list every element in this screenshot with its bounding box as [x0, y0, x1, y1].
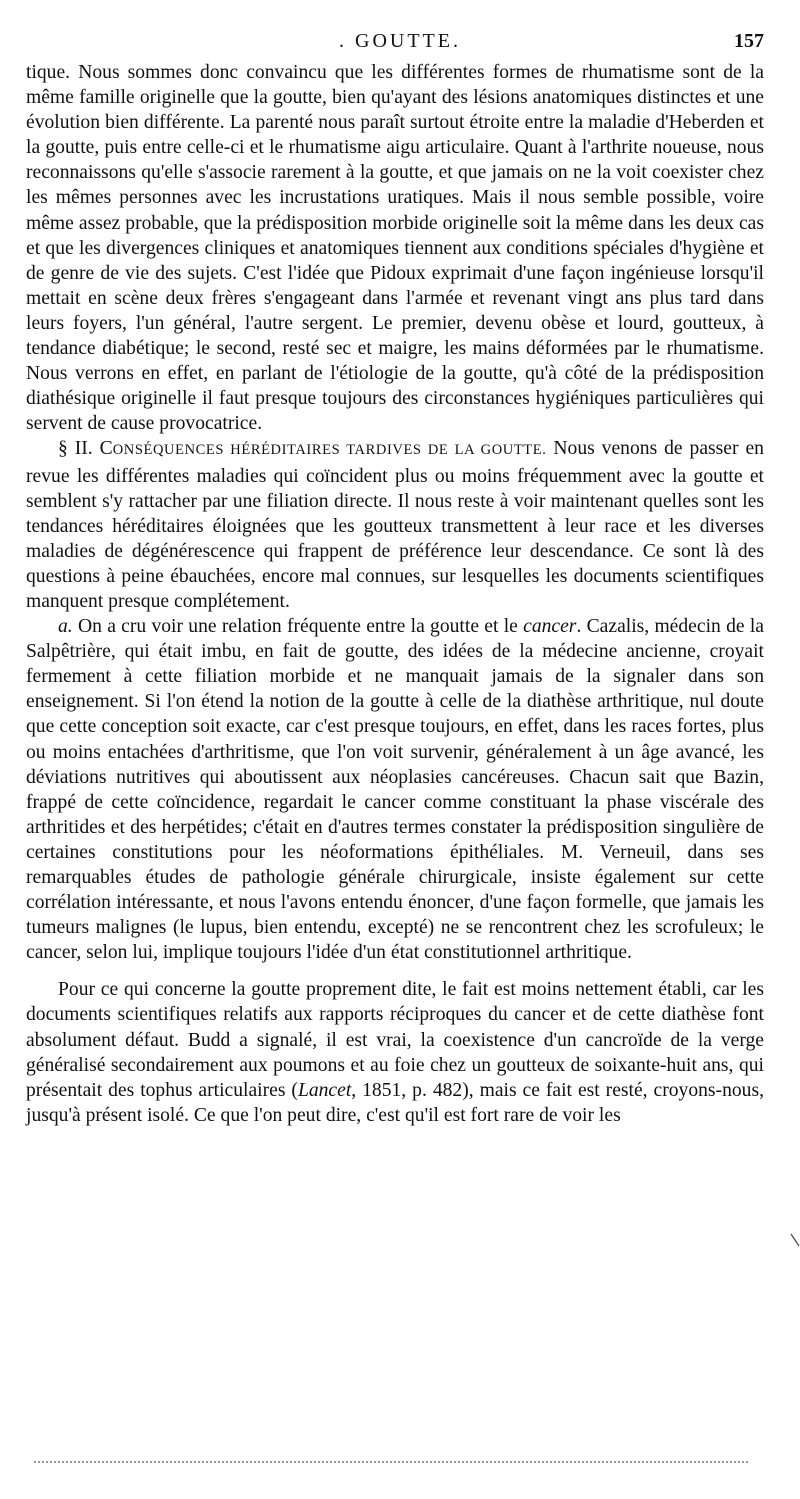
section-title [100, 438, 547, 459]
paragraph-text: tique. Nous sommes donc convaincu que les différentes formes de rhumatisme sont de la même famille originelle que la goutte, bien qu'ayant des lésions anatomiques distinctes et une évolution bien différente. La parenté nous paraît surtout étroite entre la maladie d'Heberden et la goutte, puis entre celle-ci et le rhumatisme aigu articulaire. Quant à l'arthrite noueuse, nous reconnaissons qu'elle s'associe rarement à la goutte, et que jamais on ne la voit coexister chez les mêmes personnes avec les incrustations uratiques. Mais il nous semble possible, voire même assez probable, que la prédisposition morbide originelle soit la même dans les deux cas et que les divergences cliniques et anatomiques tiennent aux conditions spéciales d'hygiène et de genre de vie des sujets. C'est l'idée que Pidoux exprimait d'une façon ingénieuse lorsqu'il mettait en scène deux frères s'engageant dans l'armée et revenant vingt ans plus tard dans leurs foyers, l'un général, l'autre sergent. Le premier, devenu obèse et lourd, goutteux, à tendance diabétique; le second, resté sec et maigre, les mains déformées par le rhumatisme. Nous verrons en effet, en parlant de l'étiologie de la goutte, qu'à côté de la prédisposition diathésique originelle il faut presque toujours des circonstances hygiéniques particulières qui servent de cause provocatrice. [26, 62, 764, 435]
section-mark: § II. [58, 438, 93, 460]
paragraph-goutte-proprement-dite [26, 977, 764, 1128]
paragraph-text: Nous venons de passer en revue les différentes maladies qui coïncident plus ou moins fréquemment avec la goutte et semblent s'y rattacher par une filiation directe. Il nous reste à voir maintenant quelles sont les tendances héréditaires éloignées que les goutteux transmettent à leur race et les diverses maladies de dégénérescence qui frappent de préférence leur descendance. Ce sont là des questions à peine ébauchées, encore mal connues, sur lesquelles les documents scientifiques manquent presque complétement. [26, 438, 764, 612]
paragraph-section-ii [26, 436, 764, 614]
footer-dotted-rule [34, 1461, 748, 1463]
paragraph-rhumatisme [26, 60, 764, 436]
page-number: 157 [734, 30, 764, 52]
margin-tick-mark [790, 1233, 800, 1247]
section-title-initial: C [99, 438, 113, 460]
item-label: a. [58, 616, 73, 638]
section-title-small-caps: ONSÉQUENCES HÉRÉDITAIRES TARDIVES DE LA GOUTTE. [112, 442, 547, 459]
italic-term: cancer [523, 616, 577, 638]
running-title: . GOUTTE. [339, 30, 461, 52]
page-header [0, 30, 800, 56]
paragraph-text: , 1851, p. 482), mais ce fait est resté, croyons-nous, jusqu'à présent isolé. Ce que l'on peut dire, c'est qu'il est fort rare de voir les [26, 1079, 764, 1126]
paragraph-cancer [26, 614, 764, 965]
paragraph-text: . Cazalis, médecin de la Salpêtrière, qui était imbu, en fait de goutte, des idées de la médecine ancienne, croyait fermement à cette filiation morbide et ne manquait jamais de la signaler dans son enseignement. Si l'on étend la notion de la goutte à celle de la diathèse arthritique, nul doute que cette conception soit exacte, car c'est presque toujours, en effet, dans les races fortes, plus ou moins entachées d'arthritisme, que l'on voit survenir, généralement à un âge avancé, les déviations nutritives qui aboutissent aux néoplasies cancéreuses. Chacun sait que Bazin, frappé de cette coïncidence, regardait le cancer comme constituant la phase viscérale des arthritides et des herpétides; c'était en d'autres termes constater la prédisposition singulière de certaines constitutions pour les néoformations épithéliales. M. Verneuil, dans ses remarquables études de pathologie générale chirurgicale, insiste également sur cette corrélation intéressante, et nous l'avons entendu énoncer, d'une façon formelle, que jamais les tumeurs malignes (le lupus, bien entendu, excepté) ne se rencontrent chez les scrofuleux; le cancer, selon lui, implique toujours l'idée d'un état constitutionnel arthritique. [26, 616, 764, 964]
italic-citation: Lancet [297, 1079, 352, 1101]
paragraph-text: Pour ce qui concerne la goutte proprement dite, le fait est moins nettement établi, car les documents scientifiques relatifs aux rapports réciproques du cancer et de cette diathèse font absolument défaut. Budd a signalé, il est vrai, la coexistence d'un cancroïde de la verge généralisé secondairement aux poumons et au foie chez un goutteux de soixante-huit ans, qui présentait des tophus articulaires ( [26, 979, 764, 1101]
paragraph-text: On a cru voir une relation fréquente entre la goutte et le [77, 616, 518, 638]
body-text [26, 60, 764, 1128]
